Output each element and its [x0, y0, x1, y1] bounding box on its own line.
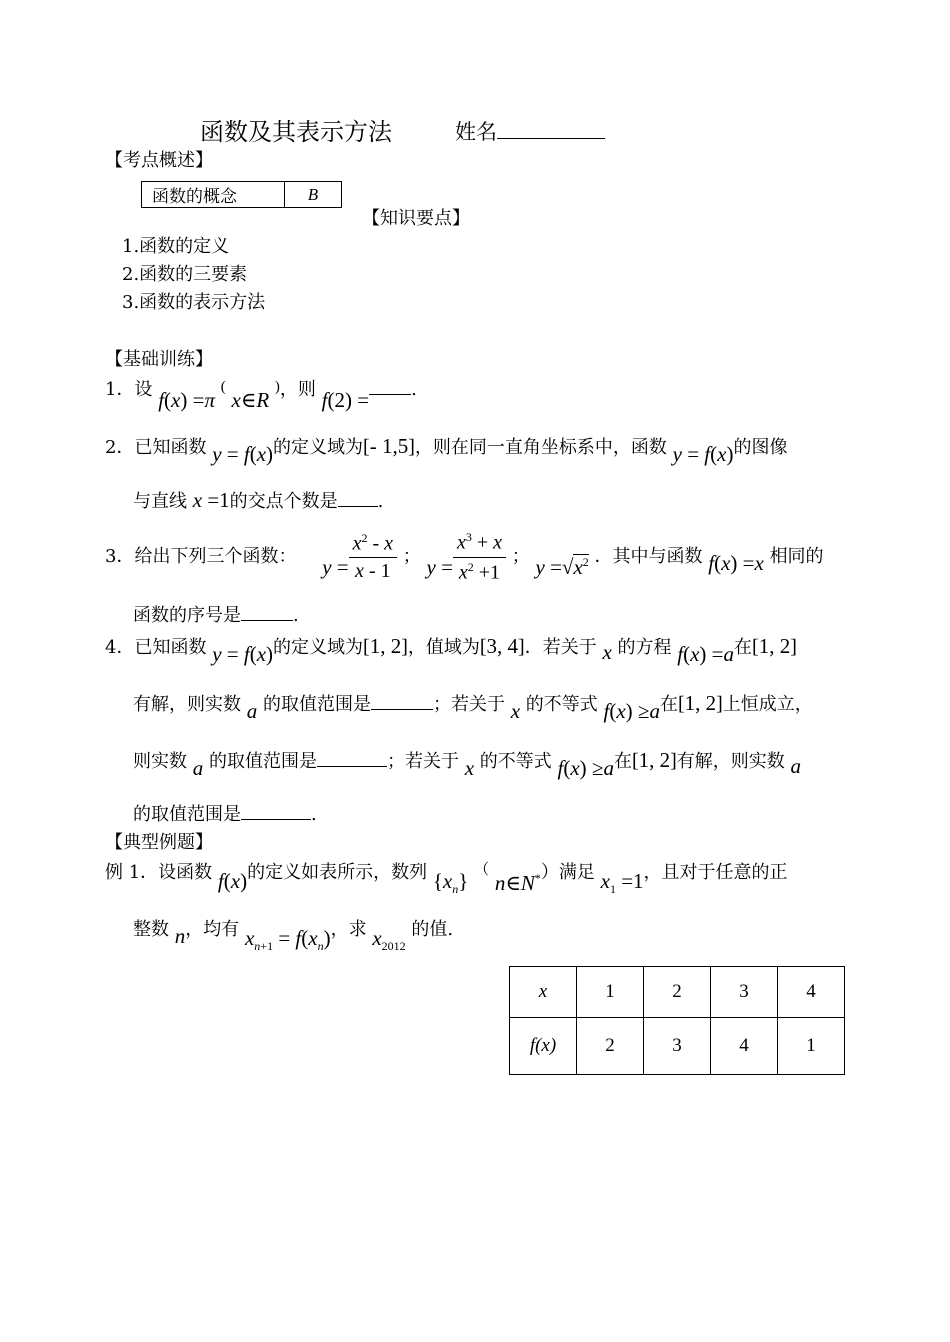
example-1: 例 1．设函数 f(x)的定义如表所示，数列 $\{x_n\}$ （ n∈N*）满足 $x_1 =1$，且对于任意的正 — [105, 862, 788, 897]
section-overview: 【考点概述】 — [105, 150, 213, 171]
function-value-table — [509, 966, 845, 1075]
key-point-3: 3.函数的表示方法 — [122, 292, 266, 313]
table-header-cell: x — [510, 967, 577, 1018]
question-4: 4．已知函数 y = f(x)的定义域为[1, 2]，值域为[3, 4]．若关于 x 的方程 f(x) =a在[1, 2] — [105, 634, 797, 666]
key-point-1: 1.函数的定义 — [122, 236, 230, 257]
table-cell: 4 — [711, 1018, 778, 1075]
page-title: 函数及其表示方法 — [200, 118, 392, 146]
q1-expression: f(x) =π — [158, 388, 215, 412]
question-4-line-4: 的取值范围是 . — [133, 804, 317, 825]
q4-answer-blank-2[interactable] — [317, 750, 387, 767]
concept-table — [141, 181, 342, 208]
question-2: 2．已知函数 y = f(x)的定义域为[- 1,5]，则在同一直角坐标系中，函数 y = f(x)的图像 — [105, 434, 788, 466]
table-cell: f(x) — [510, 1018, 577, 1075]
concept-level: B — [285, 182, 342, 208]
name-field — [455, 116, 605, 146]
table-row — [510, 967, 845, 1018]
q3-answer-blank[interactable] — [241, 604, 293, 621]
question-1: 1．设 f(x) =π ( x∈R )，则 f(2) = . — [105, 379, 417, 412]
table-header-cell: 4 — [778, 967, 845, 1018]
name-blank[interactable] — [497, 122, 605, 139]
table-cell: 3 — [644, 1018, 711, 1075]
q3-fraction-1: $\frac{x^2 - x}{x - 1}$ — [349, 531, 397, 584]
example-1-line-2: 整数 n，均有 $x_{n+1} = f(x_n)$，求 $x_{2012}$ 的值. — [133, 919, 454, 954]
q1-answer-blank[interactable] — [369, 378, 411, 395]
section-key-points: 【知识要点】 — [362, 208, 470, 229]
table-header-cell: 3 — [711, 967, 778, 1018]
table-header-cell: 2 — [644, 967, 711, 1018]
q2-answer-blank[interactable] — [338, 490, 378, 507]
table-row — [510, 1018, 845, 1075]
concept-item: 函数的概念 — [142, 182, 285, 208]
table-header-cell: 1 — [577, 967, 644, 1018]
question-2-line-2: 与直线 x =1的交点个数是 . — [133, 488, 384, 512]
q3-fraction-2: $\frac{x^3 + x}{x^2 +1}$ — [453, 530, 506, 584]
question-3: 3．给出下列三个函数： y = $\frac{x^2 - x}{x - 1}$ ； y = $\frac{x^3 + x}{x^2 +1}$ ； $y =√x^2$ ．其中与函数 f(x) =x 相同的 — [105, 530, 824, 584]
question-4-line-3: 则实数 a 的取值范围是 ；若关于 x 的不等式 f(x) ≥a在[1, 2]有解，则实数 a — [133, 748, 802, 780]
question-3-line-2: 函数的序号是 . — [133, 605, 299, 626]
table-cell: 1 — [778, 1018, 845, 1075]
table-cell: 2 — [577, 1018, 644, 1075]
name-label: 姓名 — [455, 120, 497, 144]
q4-answer-blank-1[interactable] — [371, 693, 433, 710]
section-examples: 【典型例题】 — [105, 832, 213, 853]
section-basic-training: 【基础训练】 — [105, 349, 213, 370]
question-4-line-2: 有解，则实数 a 的取值范围是 ；若关于 x 的不等式 f(x) ≥a在[1, 2]上恒成立， — [133, 691, 813, 723]
key-point-2: 2.函数的三要素 — [122, 264, 248, 285]
q4-answer-blank-3[interactable] — [241, 803, 311, 820]
